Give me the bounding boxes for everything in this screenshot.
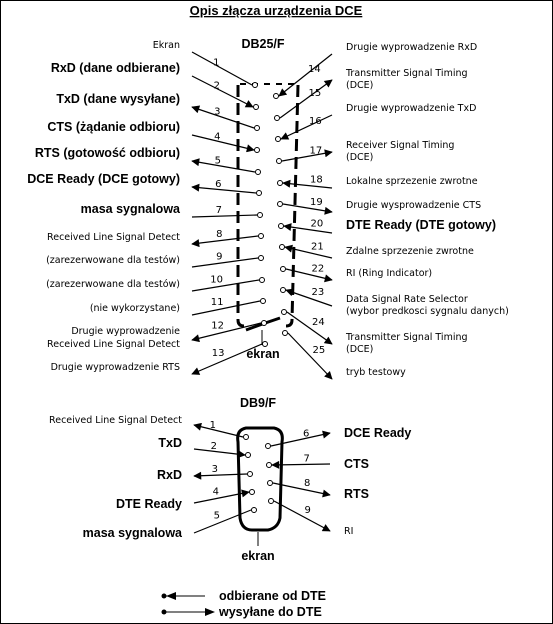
- db25-pin-21: [280, 242, 474, 259]
- db25-pin-3-wire: [192, 107, 254, 128]
- db9-pin-5: [83, 508, 257, 541]
- db9-pin-8-socket: [268, 481, 273, 486]
- db25-pin-19: [278, 197, 482, 212]
- db9-pin-5-socket: [252, 508, 257, 513]
- db9-pin-2-label: TxD: [158, 436, 182, 450]
- db25-pin-9-label: (zarezerwowane dla testów): [46, 255, 180, 266]
- db25-pin-22-socket: [281, 267, 286, 272]
- db9-pin-7-number: 7: [303, 453, 310, 465]
- db25-pin-5-label: RTS (gotowość odbioru): [34, 146, 180, 160]
- db25-pin-8-label: Received Line Signal Detect: [47, 232, 180, 243]
- db25-pin-18-label: Lokalne sprzezenie zwrotne: [346, 176, 478, 187]
- db9-pin-6-wire: [271, 433, 330, 446]
- db9-pin-5-label: masa sygnalowa: [82, 526, 182, 540]
- db25-pin-20-number: 20: [310, 218, 324, 230]
- db25-pin-1-socket: [253, 83, 258, 88]
- db25-pin-9-number: 9: [216, 251, 223, 263]
- db25-pin-17: [277, 140, 455, 164]
- db25-pin-20-socket: [279, 224, 284, 229]
- db25-pin-23: [281, 287, 509, 317]
- db25-pin-25-label: tryb testowy: [346, 367, 406, 378]
- db25-pin-21-label: Zdalne sprzezenie zwrotne: [346, 246, 474, 257]
- db25-pin-4-wire: [192, 135, 254, 150]
- db25-pin-10-wire: [192, 280, 259, 291]
- db25-pin-9-socket: [259, 256, 264, 261]
- db25-pin-6-wire: [192, 187, 256, 193]
- db25-pin-15-number: 15: [308, 88, 322, 99]
- db9-pin-3-socket: [248, 472, 253, 477]
- db9-pin-1: [49, 415, 248, 440]
- db25-pin-15-label-line2: (DCE): [346, 80, 374, 91]
- db25-pin-17-label-line2: (DCE): [346, 152, 374, 163]
- db25-pin-7-label: masa sygnalowa: [80, 202, 180, 216]
- db25-pin-7-socket: [258, 213, 263, 218]
- db9-pin-2-number: 2: [210, 441, 217, 452]
- db25-pin-14-wire: [279, 54, 332, 96]
- db9-pin-1-number: 1: [209, 420, 216, 431]
- db25-pin-10: [46, 275, 264, 292]
- db9-pin-7-label: CTS: [344, 457, 369, 471]
- db25-pin-6-socket: [257, 191, 262, 196]
- db9-pin-7-socket: [267, 463, 272, 468]
- db9-pin-9-socket: [269, 499, 274, 504]
- db25-pin-19-wire: [283, 204, 332, 212]
- legend-received: [162, 589, 326, 603]
- db25-pin-15-wire: [280, 80, 332, 118]
- db25-pin-12-label-line2: Received Line Signal Detect: [47, 339, 180, 350]
- db9-pin-8-label: RTS: [344, 487, 369, 501]
- db25-pin-14-socket: [274, 94, 279, 99]
- db25-pin-6-label: DCE Ready (DCE gotowy): [27, 172, 180, 186]
- db25-pin-1-label: Ekran: [152, 40, 180, 51]
- db9-shell-label: ekran: [241, 549, 275, 563]
- db25-pin-16-number: 16: [309, 116, 322, 127]
- db25-pin-20-label: DTE Ready (DTE gotowy): [346, 218, 497, 232]
- db9-pin-9-wire: [274, 501, 330, 531]
- db25-pin-23-socket: [281, 288, 286, 293]
- db25-pin-2-label: RxD (dane odbierane): [50, 61, 180, 75]
- db25-pin-12: [47, 321, 266, 351]
- db25-pin-14-label: Drugie wyprowadzenie RxD: [346, 42, 478, 53]
- db9-pin-4-number: 4: [212, 486, 219, 498]
- db9-pin-5-wire: [194, 510, 251, 533]
- db25-pin-19-socket: [278, 202, 283, 207]
- db25-pin-21-wire: [285, 247, 332, 258]
- db25-pin-19-number: 19: [310, 197, 323, 208]
- db9-pin-8-number: 8: [304, 478, 311, 489]
- db9-pin-8: [268, 478, 370, 501]
- db25-pin-24-number: 24: [312, 317, 325, 328]
- db25-pin-6: [27, 172, 261, 196]
- legend-sent: [162, 605, 322, 619]
- db25-pin-11-socket: [261, 299, 266, 304]
- db9-pin-1-socket: [244, 435, 249, 440]
- db25-pin-2-number: 2: [213, 80, 220, 92]
- db9-pin-6-number: 6: [303, 428, 310, 440]
- db9-pin-6-label: DCE Ready: [344, 426, 412, 440]
- db25-pin-5-number: 5: [214, 155, 221, 167]
- db25-pin-10-number: 10: [210, 274, 223, 286]
- db25-pin-4-number: 4: [214, 131, 221, 143]
- db25-pin-17-label: Receiver Signal Timing: [346, 140, 455, 151]
- db25-connector-shell: [238, 84, 298, 345]
- db25-pin-3-number: 3: [214, 106, 221, 118]
- db25-pin-3-label: TxD (dane wysyłane): [56, 92, 180, 106]
- db25-pin-21-number: 21: [311, 241, 324, 253]
- db25-pin-18: [278, 175, 478, 189]
- db25-pin-10-label: (zarezerwowane dla testów): [46, 279, 180, 290]
- db25-pin-11-number: 11: [210, 297, 224, 308]
- db25-pin-22-number: 22: [311, 263, 325, 275]
- db25-pin-13-label: Drugie wyprowadzenie RTS: [50, 362, 180, 373]
- db25-pin-11-wire: [192, 301, 260, 315]
- page-title: Opis złącza urządzenia DCE: [189, 3, 363, 18]
- db25-pin-8: [47, 229, 263, 244]
- db25-pin-24-label-line2: (DCE): [346, 344, 374, 355]
- db25-pin-17-number: 17: [309, 145, 323, 157]
- db25-pin-22-label: RI (Ring Indicator): [346, 268, 433, 279]
- db25-pin-4-socket: [255, 148, 260, 153]
- db25-pin-16: [276, 103, 477, 142]
- legend: [162, 589, 326, 619]
- db25-pin-15-label: Transmitter Signal Timing: [346, 68, 468, 79]
- db25-pin-21-socket: [280, 245, 285, 250]
- db25-pin-20-wire: [284, 226, 332, 233]
- db9-pin-1-wire: [194, 425, 243, 437]
- db25-pin-7-wire: [192, 215, 257, 217]
- db25-pin-16-label: Drugie wyprowadzenie TxD: [346, 103, 477, 114]
- db25-pin-12-socket: [262, 321, 267, 326]
- db25-pin-15-socket: [275, 116, 280, 121]
- db9-pin-4-socket: [250, 490, 255, 495]
- db9-pin-6: [266, 426, 412, 449]
- db25-pin-13-socket: [263, 342, 268, 347]
- db25-pin-18-number: 18: [310, 174, 323, 186]
- db9-pin-9-label: RI: [344, 526, 354, 537]
- db25-pin-22: [281, 264, 433, 281]
- db25-pin-24-label: Transmitter Signal Timing: [346, 332, 468, 343]
- db25-pin-7-number: 7: [215, 205, 222, 216]
- db25-pin-2-socket: [254, 105, 259, 110]
- db25-pin-17-wire: [282, 152, 332, 161]
- legend-sent-label: wysyłane do DTE: [219, 605, 322, 619]
- db9-connector-shell: [238, 428, 283, 546]
- db25-pin-4-label: CTS (żądanie odbioru): [47, 120, 180, 134]
- db25-pin-18-socket: [278, 181, 283, 186]
- db9-pin-3-number: 3: [211, 464, 218, 475]
- db9-pin-1-label: Received Line Signal Detect: [49, 415, 182, 426]
- db9-pin-3-label: RxD: [156, 468, 182, 482]
- db25-pin-19-label: Drugie wysprowadzenie CTS: [346, 200, 482, 211]
- db25-pin-7: [81, 202, 263, 218]
- db25-pin-5-socket: [256, 170, 261, 175]
- db25-pin-8-wire: [192, 236, 258, 244]
- db25-pin-1-number: 1: [213, 57, 220, 69]
- db25-pin-17-socket: [277, 159, 282, 164]
- db9-pin-9-number: 9: [304, 505, 311, 516]
- db25-pin-12-number: 12: [211, 320, 224, 332]
- db25-pin-23-number: 23: [311, 287, 325, 298]
- db25-pin-8-number: 8: [216, 229, 223, 240]
- db25-pin-18-wire: [283, 183, 332, 188]
- db25-heading: DB25/F: [241, 37, 285, 51]
- db25-pin-16-wire: [281, 115, 332, 139]
- db25-pin-5: [35, 146, 261, 175]
- db25-pin-10-socket: [260, 278, 265, 283]
- db25-pin-12-wire: [192, 320, 261, 340]
- db25-pin-14-number: 14: [308, 64, 321, 75]
- db25-pin-25-socket: [283, 331, 288, 336]
- db25-pin-13-number: 13: [211, 348, 225, 359]
- legend-received-label: odbierane od DTE: [219, 589, 326, 603]
- db25-shell-label: ekran: [246, 347, 280, 361]
- db9-pin-4: [116, 487, 255, 512]
- db9-pin-2-socket: [246, 453, 251, 458]
- db9-heading: DB9/F: [239, 396, 277, 410]
- db9-pin-5-number: 5: [213, 510, 220, 522]
- db25-pin-8-socket: [259, 234, 264, 239]
- pin-assignments: [27, 40, 509, 540]
- db25-pin-24-socket: [282, 310, 287, 315]
- db25-pin-25-number: 25: [312, 345, 326, 356]
- db25-pin-16-socket: [276, 137, 281, 142]
- db25-pin-9-wire: [192, 258, 258, 267]
- db25-pin-11-label: (nie wykorzystane): [89, 303, 180, 314]
- db25-pin-12-label: Drugie wyprowadzenie: [71, 326, 180, 337]
- db25-pin-23-label: Data Signal Rate Selector: [346, 294, 468, 305]
- db25-pin-9: [46, 252, 263, 268]
- db25-pin-20: [279, 218, 497, 233]
- db9-pin-6-socket: [266, 444, 271, 449]
- db25-pin-5-wire: [192, 161, 255, 172]
- db25-pin-3-socket: [255, 126, 260, 131]
- db25-pin-23-label-line2: (wybor predkosci sygnalu danych): [346, 306, 509, 317]
- db25-pin-6-number: 6: [215, 179, 222, 190]
- db9-pin-4-label: DTE Ready: [116, 497, 182, 511]
